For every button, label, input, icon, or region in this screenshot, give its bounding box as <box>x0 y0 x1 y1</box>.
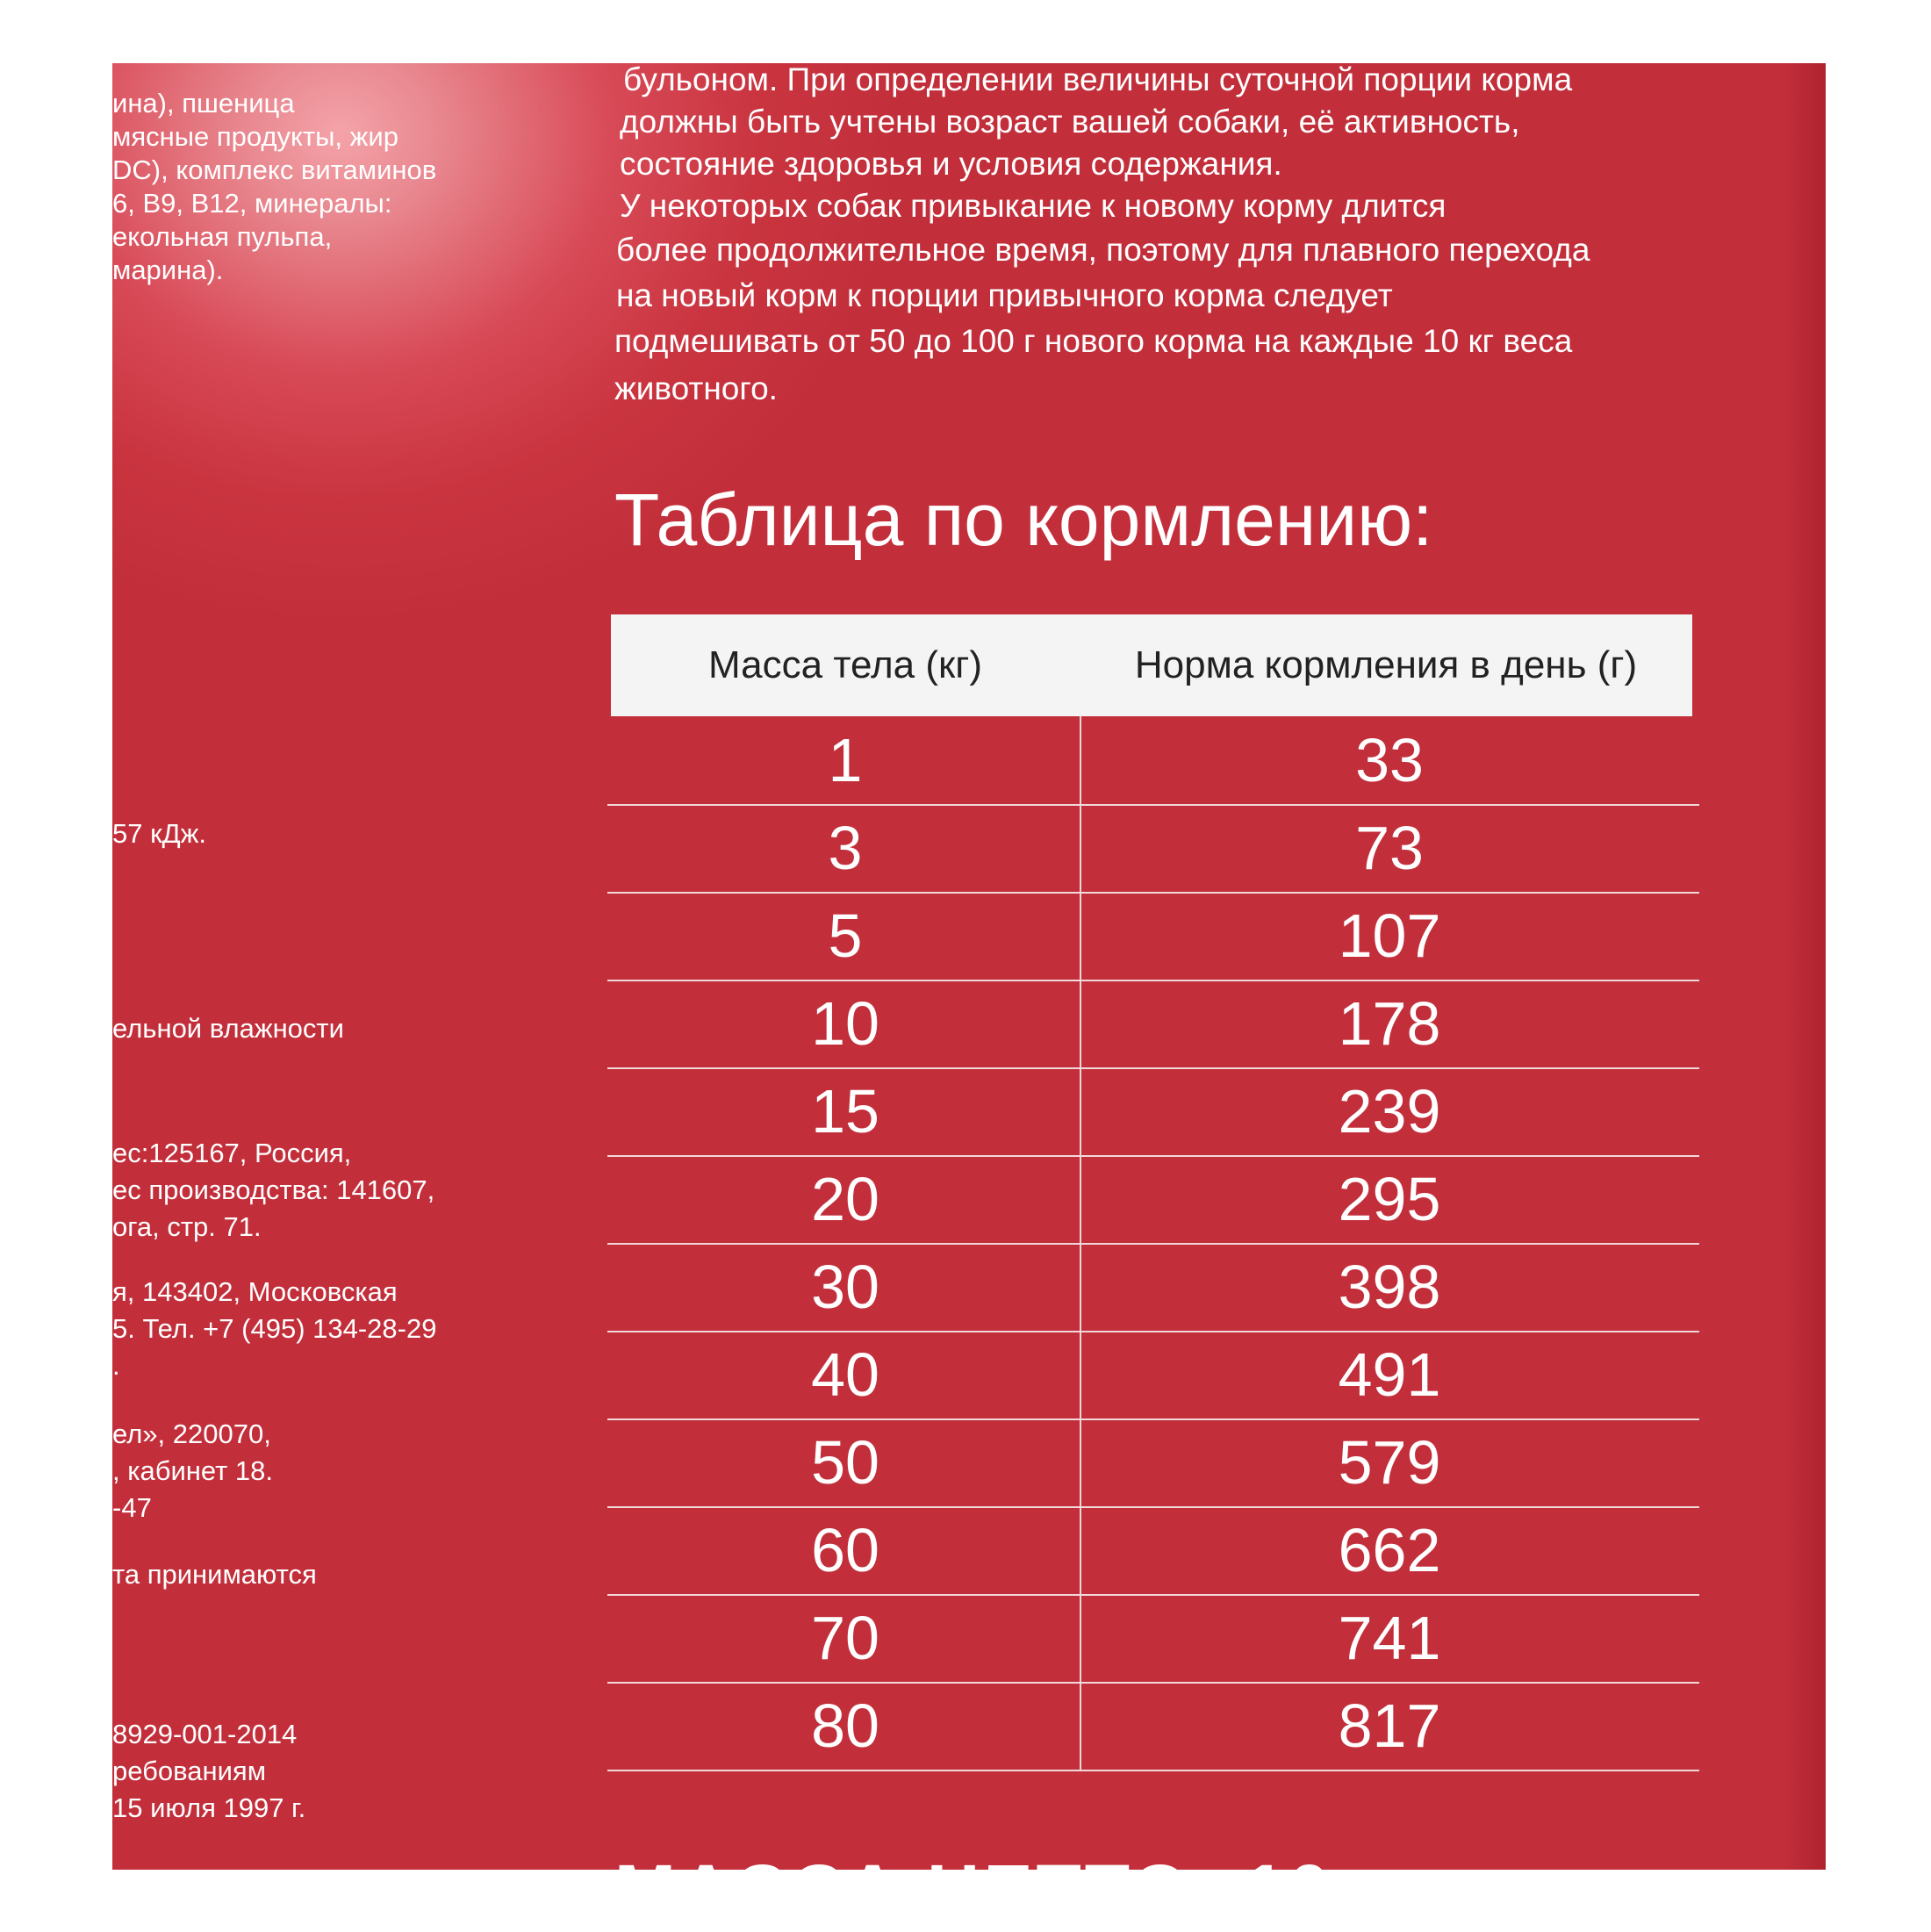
left-text-line: 8929-001-2014 <box>112 1719 298 1749</box>
table-row <box>607 1067 1699 1157</box>
net-weight-heading: МАССА НЕТТО: 10 <box>614 1849 1334 1932</box>
table-row <box>607 1155 1699 1245</box>
ingredients-column <box>112 63 604 1870</box>
left-text-line: 5. Тел. +7 (495) 134-28-29 <box>112 1313 437 1344</box>
table-row <box>607 1418 1699 1508</box>
ration-cell: 491 <box>1338 1340 1441 1409</box>
left-text-line: ел», 220070, <box>112 1418 271 1449</box>
ration-cell: 662 <box>1338 1516 1441 1584</box>
left-text-line: я, 143402, Московская <box>112 1276 398 1307</box>
header-daily-ration: Норма кормления в день (г) <box>1134 643 1638 686</box>
left-text-line: ес:125167, Россия, <box>112 1138 352 1168</box>
table-header <box>611 614 1692 716</box>
left-text-line: . <box>112 1350 120 1381</box>
left-text-line: мясные продукты, жир <box>112 121 398 152</box>
ration-cell: 178 <box>1338 989 1441 1058</box>
weight-cell: 1 <box>828 726 863 794</box>
description-line: животного. <box>614 370 778 406</box>
table-row <box>607 980 1699 1069</box>
ration-cell: 579 <box>1338 1428 1441 1497</box>
weight-cell: 15 <box>811 1077 879 1146</box>
table-row <box>607 1331 1699 1420</box>
description-line: должны быть учтены возраст вашей собаки, её активность, <box>620 104 1520 140</box>
weight-cell: 50 <box>811 1428 879 1497</box>
left-text-line: -47 <box>112 1492 152 1523</box>
left-text-line: екольная пульпа, <box>112 221 333 252</box>
table-row <box>607 804 1699 894</box>
weight-cell: 3 <box>828 814 863 882</box>
package-panel <box>112 61 1826 1932</box>
ration-cell: 33 <box>1355 726 1424 794</box>
description-line: более продолжительное время, поэтому для плавного перехода <box>616 232 1590 268</box>
left-text-line: ога, стр. 71. <box>112 1211 262 1242</box>
left-text-line: ес производства: 141607, <box>112 1174 435 1205</box>
left-text-line: , кабинет 18. <box>112 1455 274 1486</box>
description-line: на новый корм к порции привычного корма следует <box>616 277 1393 313</box>
table-row <box>607 1243 1699 1332</box>
ration-cell: 398 <box>1338 1253 1441 1321</box>
table-row <box>607 716 1699 806</box>
description-line: подмешивать от 50 до 100 г нового корма на каждые 10 кг веса <box>614 323 1573 359</box>
weight-cell: 20 <box>811 1165 879 1233</box>
weight-cell: 10 <box>811 989 879 1058</box>
ration-cell: 817 <box>1338 1691 1441 1760</box>
weight-cell: 60 <box>811 1516 879 1584</box>
left-text-line: ельной влажности <box>112 1013 344 1044</box>
weight-cell: 80 <box>811 1691 879 1760</box>
ration-cell: 73 <box>1355 814 1424 882</box>
left-text-line: марина). <box>112 255 224 285</box>
ration-cell: 741 <box>1338 1604 1441 1672</box>
package-edge-shadow <box>1784 63 1826 1870</box>
left-text-line: ина), пшеница <box>112 88 295 119</box>
description-line: бульоном. При определении величины суточной порции корма <box>623 61 1573 97</box>
left-text-line: 57 кДж. <box>112 818 207 849</box>
table-row <box>607 1506 1699 1596</box>
ration-cell: 107 <box>1338 901 1441 970</box>
ration-cell: 239 <box>1338 1077 1441 1146</box>
ration-cell: 295 <box>1338 1165 1441 1233</box>
weight-cell: 70 <box>811 1604 879 1672</box>
left-text-line: та принимаются <box>112 1559 317 1590</box>
weight-cell: 30 <box>811 1253 879 1321</box>
feeding-table-title: Таблица по кормлению: <box>614 478 1433 561</box>
left-text-line: DC), комплекс витаминов <box>112 154 437 185</box>
left-text-line: ребованиям <box>112 1756 267 1786</box>
table-row <box>607 892 1699 981</box>
left-text-line: 15 июля 1997 г. <box>112 1792 306 1823</box>
table-row <box>607 1594 1699 1684</box>
description-line: состояние здоровья и условия содержания. <box>620 146 1282 182</box>
table-row <box>607 1682 1699 1771</box>
header-body-weight: Масса тела (кг) <box>708 643 982 686</box>
weight-cell: 40 <box>811 1340 879 1409</box>
left-text-line: 6, B9, B12, минералы: <box>112 188 392 219</box>
weight-cell: 5 <box>828 901 863 970</box>
description-line: У некоторых собак привыкание к новому корму длится <box>620 188 1446 224</box>
